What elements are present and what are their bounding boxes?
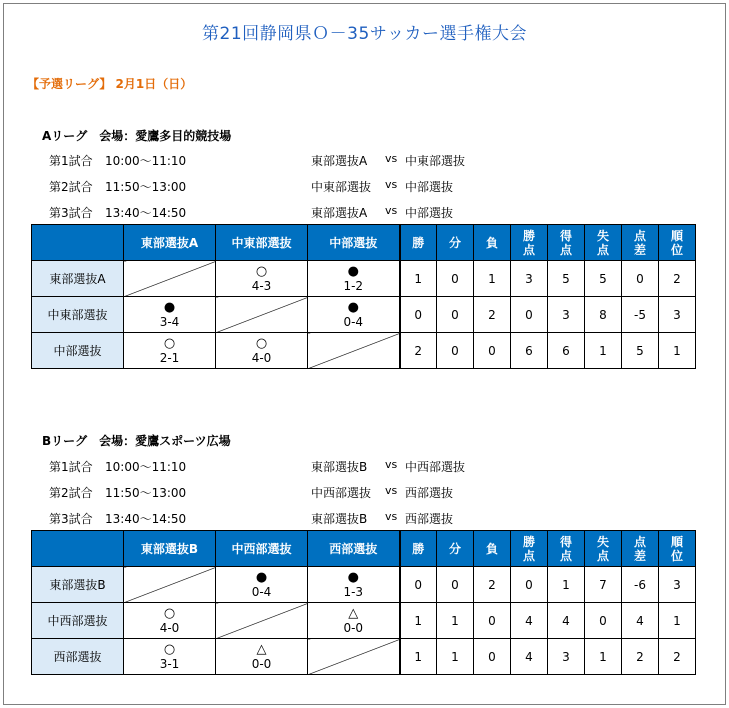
stat-header-char: 位 [670,242,683,257]
column-header-stat [437,225,474,261]
column-header-team: 中東部選抜 [216,225,308,261]
stat-cell: 0 [437,567,474,603]
result-mark: ○ [163,335,176,351]
match-vs: vs [385,178,398,191]
result-mark: ● [163,299,176,315]
column-header-team: 中西部選抜 [216,531,308,567]
stat-header-char: 負 [485,541,498,556]
stat-cell: 1 [659,333,696,369]
result-mark: ○ [163,641,176,657]
table-row [32,567,696,603]
stat-cell: 3 [659,297,696,333]
stat-header-char: 順 [670,534,683,549]
stat-cell: 0 [511,567,548,603]
stat-header-char: 差 [633,548,646,563]
match-time: 10:00～11:10 [105,154,187,168]
stat-header-char: 点 [596,242,609,257]
stat-header-char: 点 [522,548,535,563]
stat-cell: 1 [585,639,622,675]
table-row [32,603,696,639]
stat-cell: 0 [474,603,511,639]
match-vs: vs [385,458,398,471]
league-standings-table [31,224,696,369]
match-schedule-row [49,458,529,474]
result-mark: ● [347,299,359,315]
column-header-stat [659,225,696,261]
result-score: 2-1 [159,350,180,365]
stat-cell: 3 [659,567,696,603]
match-schedule-row [49,484,529,500]
stat-header-char: 失 [596,534,609,549]
stat-cell: 3 [511,261,548,297]
stat-cell: 8 [585,297,622,333]
match-team1: 中西部選抜 [311,486,372,500]
column-header-team: 西部選抜 [308,531,400,567]
stat-header-char: 負 [485,235,498,250]
column-header-stat [585,531,622,567]
match-vs: vs [385,204,398,217]
stat-cell: 1 [548,567,585,603]
match-result-cell [308,603,400,639]
result-mark: ● [347,263,359,279]
result-mark: △ [256,641,267,657]
stat-cell: 3 [548,297,585,333]
column-header-stat [511,531,548,567]
match-result-cell [216,261,308,297]
stat-cell: 2 [659,261,696,297]
stat-header-char: 点 [559,242,572,257]
match-time: 13:40～14:50 [105,206,187,220]
match-result-cell [124,297,216,333]
column-header-stat [437,531,474,567]
column-header-stat [659,531,696,567]
stat-cell: 0 [437,297,474,333]
column-header-stat [474,531,511,567]
stat-header-char: 差 [633,242,646,257]
league-standings-table [31,530,696,675]
stat-header-char: 点 [633,534,646,549]
stat-cell: 4 [548,603,585,639]
row-header-team: 中西部選抜 [32,603,124,639]
match-team2: 西部選抜 [405,512,454,526]
result-score: 4-3 [251,278,272,293]
result-score: 3-1 [159,656,180,671]
stat-header-char: 分 [448,235,461,250]
result-mark: ○ [163,605,176,621]
stat-cell: 0 [437,333,474,369]
column-header-team: 東部選抜B [124,531,216,567]
match-team1: 東部選抜B [311,512,368,526]
stat-header-char: 点 [559,548,572,563]
stat-header-char: 得 [559,228,572,243]
diagonal-cell [124,567,216,603]
result-mark: ○ [255,335,268,351]
match-schedule-row [49,152,529,168]
stat-header-char: 失 [596,228,609,243]
match-time: 11:50～13:00 [105,180,187,194]
row-header-team: 東部選抜A [32,261,124,297]
match-vs: vs [385,484,398,497]
column-header-stat [622,225,659,261]
stat-header-char: 勝 [412,541,425,556]
row-header-team: 東部選抜B [32,567,124,603]
table-corner [32,531,124,567]
stat-cell: 4 [511,603,548,639]
result-score: 0-4 [251,584,272,599]
match-result-cell [216,333,308,369]
column-header-stat [511,225,548,261]
match-team2: 中部選抜 [405,180,454,194]
stat-cell: 1 [437,639,474,675]
match-schedule-row [49,204,529,220]
stat-cell: 1 [585,333,622,369]
row-header-team: 西部選抜 [32,639,124,675]
stat-header-char: 得 [559,534,572,549]
league-heading: Aリーグ 会場：愛鷹多目的競技場 [42,129,232,143]
stat-cell: 2 [474,297,511,333]
match-result-cell [216,639,308,675]
result-score: 1-3 [343,584,364,599]
match-result-cell [124,603,216,639]
result-score: 3-4 [159,314,180,329]
column-header-stat [400,225,437,261]
page-subtitle: 【予選リーグ】 2月1日（日） [27,77,193,91]
stat-cell: 5 [622,333,659,369]
stat-cell: 1 [659,603,696,639]
diagonal-cell [216,603,308,639]
stat-cell: 1 [474,261,511,297]
match-time: 10:00～11:10 [105,460,187,474]
match-num: 第1試合 [49,154,93,168]
stat-cell: -5 [622,297,659,333]
match-result-cell [124,333,216,369]
result-score: 4-0 [159,620,180,635]
match-num: 第2試合 [49,486,93,500]
table-row [32,297,696,333]
match-result-cell [308,567,400,603]
stat-cell: 0 [585,603,622,639]
match-schedule-row [49,510,529,526]
result-score: 0-4 [343,314,364,329]
stat-header-char: 点 [633,228,646,243]
match-schedule-row [49,178,529,194]
result-mark: ○ [255,263,268,279]
stat-cell: 2 [400,333,437,369]
column-header-team: 東部選抜A [124,225,216,261]
table-row [32,333,696,369]
match-result-cell [216,567,308,603]
page-title: 第21回静岡県Ｏ－35サッカー選手権大会 [202,24,527,44]
match-time: 13:40～14:50 [105,512,187,526]
stat-cell: 5 [585,261,622,297]
stat-cell: 4 [511,639,548,675]
row-header-team: 中部選抜 [32,333,124,369]
diagonal-cell [216,297,308,333]
stat-cell: 0 [622,261,659,297]
column-header-stat [622,531,659,567]
match-time: 11:50～13:00 [105,486,187,500]
match-vs: vs [385,152,398,165]
stat-cell: 5 [548,261,585,297]
stat-cell: 2 [474,567,511,603]
match-result-cell [124,639,216,675]
stat-header-char: 勝 [412,235,425,250]
match-num: 第3試合 [49,512,93,526]
result-score: 1-2 [343,278,364,293]
match-team1: 東部選抜A [311,154,368,168]
stat-cell: 2 [659,639,696,675]
column-header-team: 中部選抜 [308,225,400,261]
stat-cell: 1 [400,639,437,675]
stat-cell: 2 [622,639,659,675]
result-mark: △ [348,605,359,621]
stat-header-char: 点 [522,242,535,257]
match-team2: 中東部選抜 [405,154,466,168]
stat-header-char: 位 [670,548,683,563]
stat-header-char: 勝 [522,228,535,243]
match-team1: 東部選抜A [311,206,368,220]
stat-cell: 0 [400,297,437,333]
column-header-stat [400,531,437,567]
stat-cell: 0 [474,639,511,675]
stat-cell: 1 [400,261,437,297]
stat-header-char: 勝 [522,534,535,549]
stat-cell: 1 [437,603,474,639]
diagonal-cell [308,639,400,675]
result-mark: ● [347,569,359,585]
stat-cell: 0 [437,261,474,297]
match-team2: 中西部選抜 [405,460,466,474]
stat-header-char: 点 [596,548,609,563]
match-num: 第1試合 [49,460,93,474]
match-num: 第3試合 [49,206,93,220]
match-team1: 中東部選抜 [311,180,372,194]
column-header-stat [548,225,585,261]
result-score: 0-0 [343,620,364,635]
match-result-cell [308,261,400,297]
diagonal-cell [124,261,216,297]
stat-cell: 4 [622,603,659,639]
match-team1: 東部選抜B [311,460,368,474]
stat-cell: 0 [511,297,548,333]
stat-cell: 7 [585,567,622,603]
stat-cell: 6 [511,333,548,369]
league-heading: Bリーグ 会場：愛鷹スポーツ広場 [42,434,231,448]
diagonal-cell [308,333,400,369]
stat-cell: 6 [548,333,585,369]
stat-cell: 1 [400,603,437,639]
stat-cell: 0 [474,333,511,369]
stat-cell: -6 [622,567,659,603]
stat-cell: 3 [548,639,585,675]
result-score: 4-0 [251,350,272,365]
match-num: 第2試合 [49,180,93,194]
match-result-cell [308,297,400,333]
stat-cell: 0 [400,567,437,603]
column-header-stat [474,225,511,261]
column-header-stat [548,531,585,567]
match-team2: 西部選抜 [405,486,454,500]
match-vs: vs [385,510,398,523]
result-score: 0-0 [251,656,272,671]
stat-header-char: 分 [448,541,461,556]
row-header-team: 中東部選抜 [32,297,124,333]
table-corner [32,225,124,261]
result-mark: ● [255,569,268,585]
column-header-stat [585,225,622,261]
table-row [32,639,696,675]
stat-header-char: 順 [670,228,683,243]
match-team2: 中部選抜 [405,206,454,220]
table-row [32,261,696,297]
